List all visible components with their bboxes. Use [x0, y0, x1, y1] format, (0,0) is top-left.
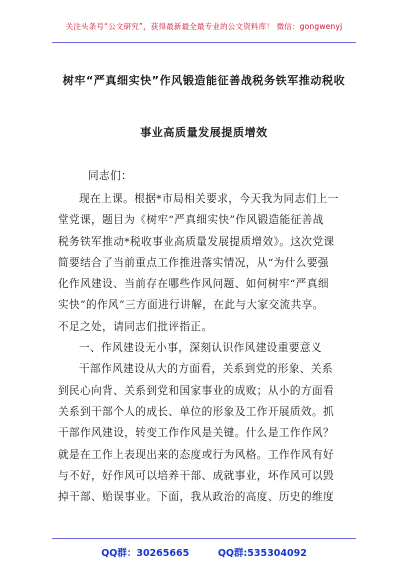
page-footer — [0, 545, 408, 559]
salutation: 同志们： — [88, 170, 133, 182]
footer-qq-group-1: QQ群：30265665 — [101, 548, 190, 559]
paragraph-1-line: 堂党课，题目为《树牢“严真细实快”作风锻造能征善战 — [58, 214, 324, 227]
paragraph-2-line: 干部作风建设从大的方面看，关系到党的形象、关系 — [79, 363, 334, 376]
paragraph-2-line: 干部作风建设，转变工作作风是关键。什么是工作作风？ — [58, 427, 335, 440]
page-header — [0, 0, 408, 44]
footer-qq-group-2: QQ群:535304092 — [217, 548, 307, 559]
document-body — [58, 189, 350, 508]
paragraph-2-line: 掉干部、贻误事业。下面，我从政治的高度、历史的维度 — [58, 491, 335, 504]
paragraph-1-line: 化作风建设、当前存在哪些作风问题、如何树牢“严真细 — [58, 278, 329, 291]
header-divider — [52, 42, 356, 43]
paragraph-1-line: 不足之处，请同志们批评指正。 — [58, 320, 213, 333]
paragraph-2-line: 就是在工作上表现出来的态度或行为风格。工作作风有好 — [58, 448, 335, 461]
header-promo-text: 关注头条号“公文研究”，获得最新最全最专业的公文资料库！ 微信：gongwenyj — [65, 22, 343, 31]
document-title-line-1: 树牢“严真细实快”作风锻造能征善战税务铁军推动税收 — [62, 74, 346, 87]
paragraph-1-line: 简要结合了当前重点工作推进落实情况，从“为什么要强 — [58, 256, 329, 269]
paragraph-1-line: 实快”的作风”三方面进行讲解，在此与大家交流共享。 — [58, 299, 324, 312]
document-title-line-2: 事业高质量发展提质增效 — [140, 126, 268, 139]
paragraph-2-line: 到民心向背、关系到党和国家事业的成败；从小的方面看 — [58, 384, 335, 397]
paragraph-2-line: 关系到干部个人的成长、单位的形象及工作开展质效。抓 — [58, 405, 335, 418]
paragraph-2-line: 与不好，好作风可以培养干部、成就事业，坏作风可以毁 — [58, 469, 335, 482]
paragraph-1-line: 现在上课。根据*市局相关要求，今天我为同志们上一 — [79, 193, 339, 205]
section-heading: 一、作风建设无小事，深刻认识作风建设重要意义 — [79, 342, 322, 355]
footer-divider — [52, 538, 356, 539]
paragraph-1-line: 税务铁军推动*税收事业高质量发展提质增效》。这次党课 — [58, 235, 335, 248]
